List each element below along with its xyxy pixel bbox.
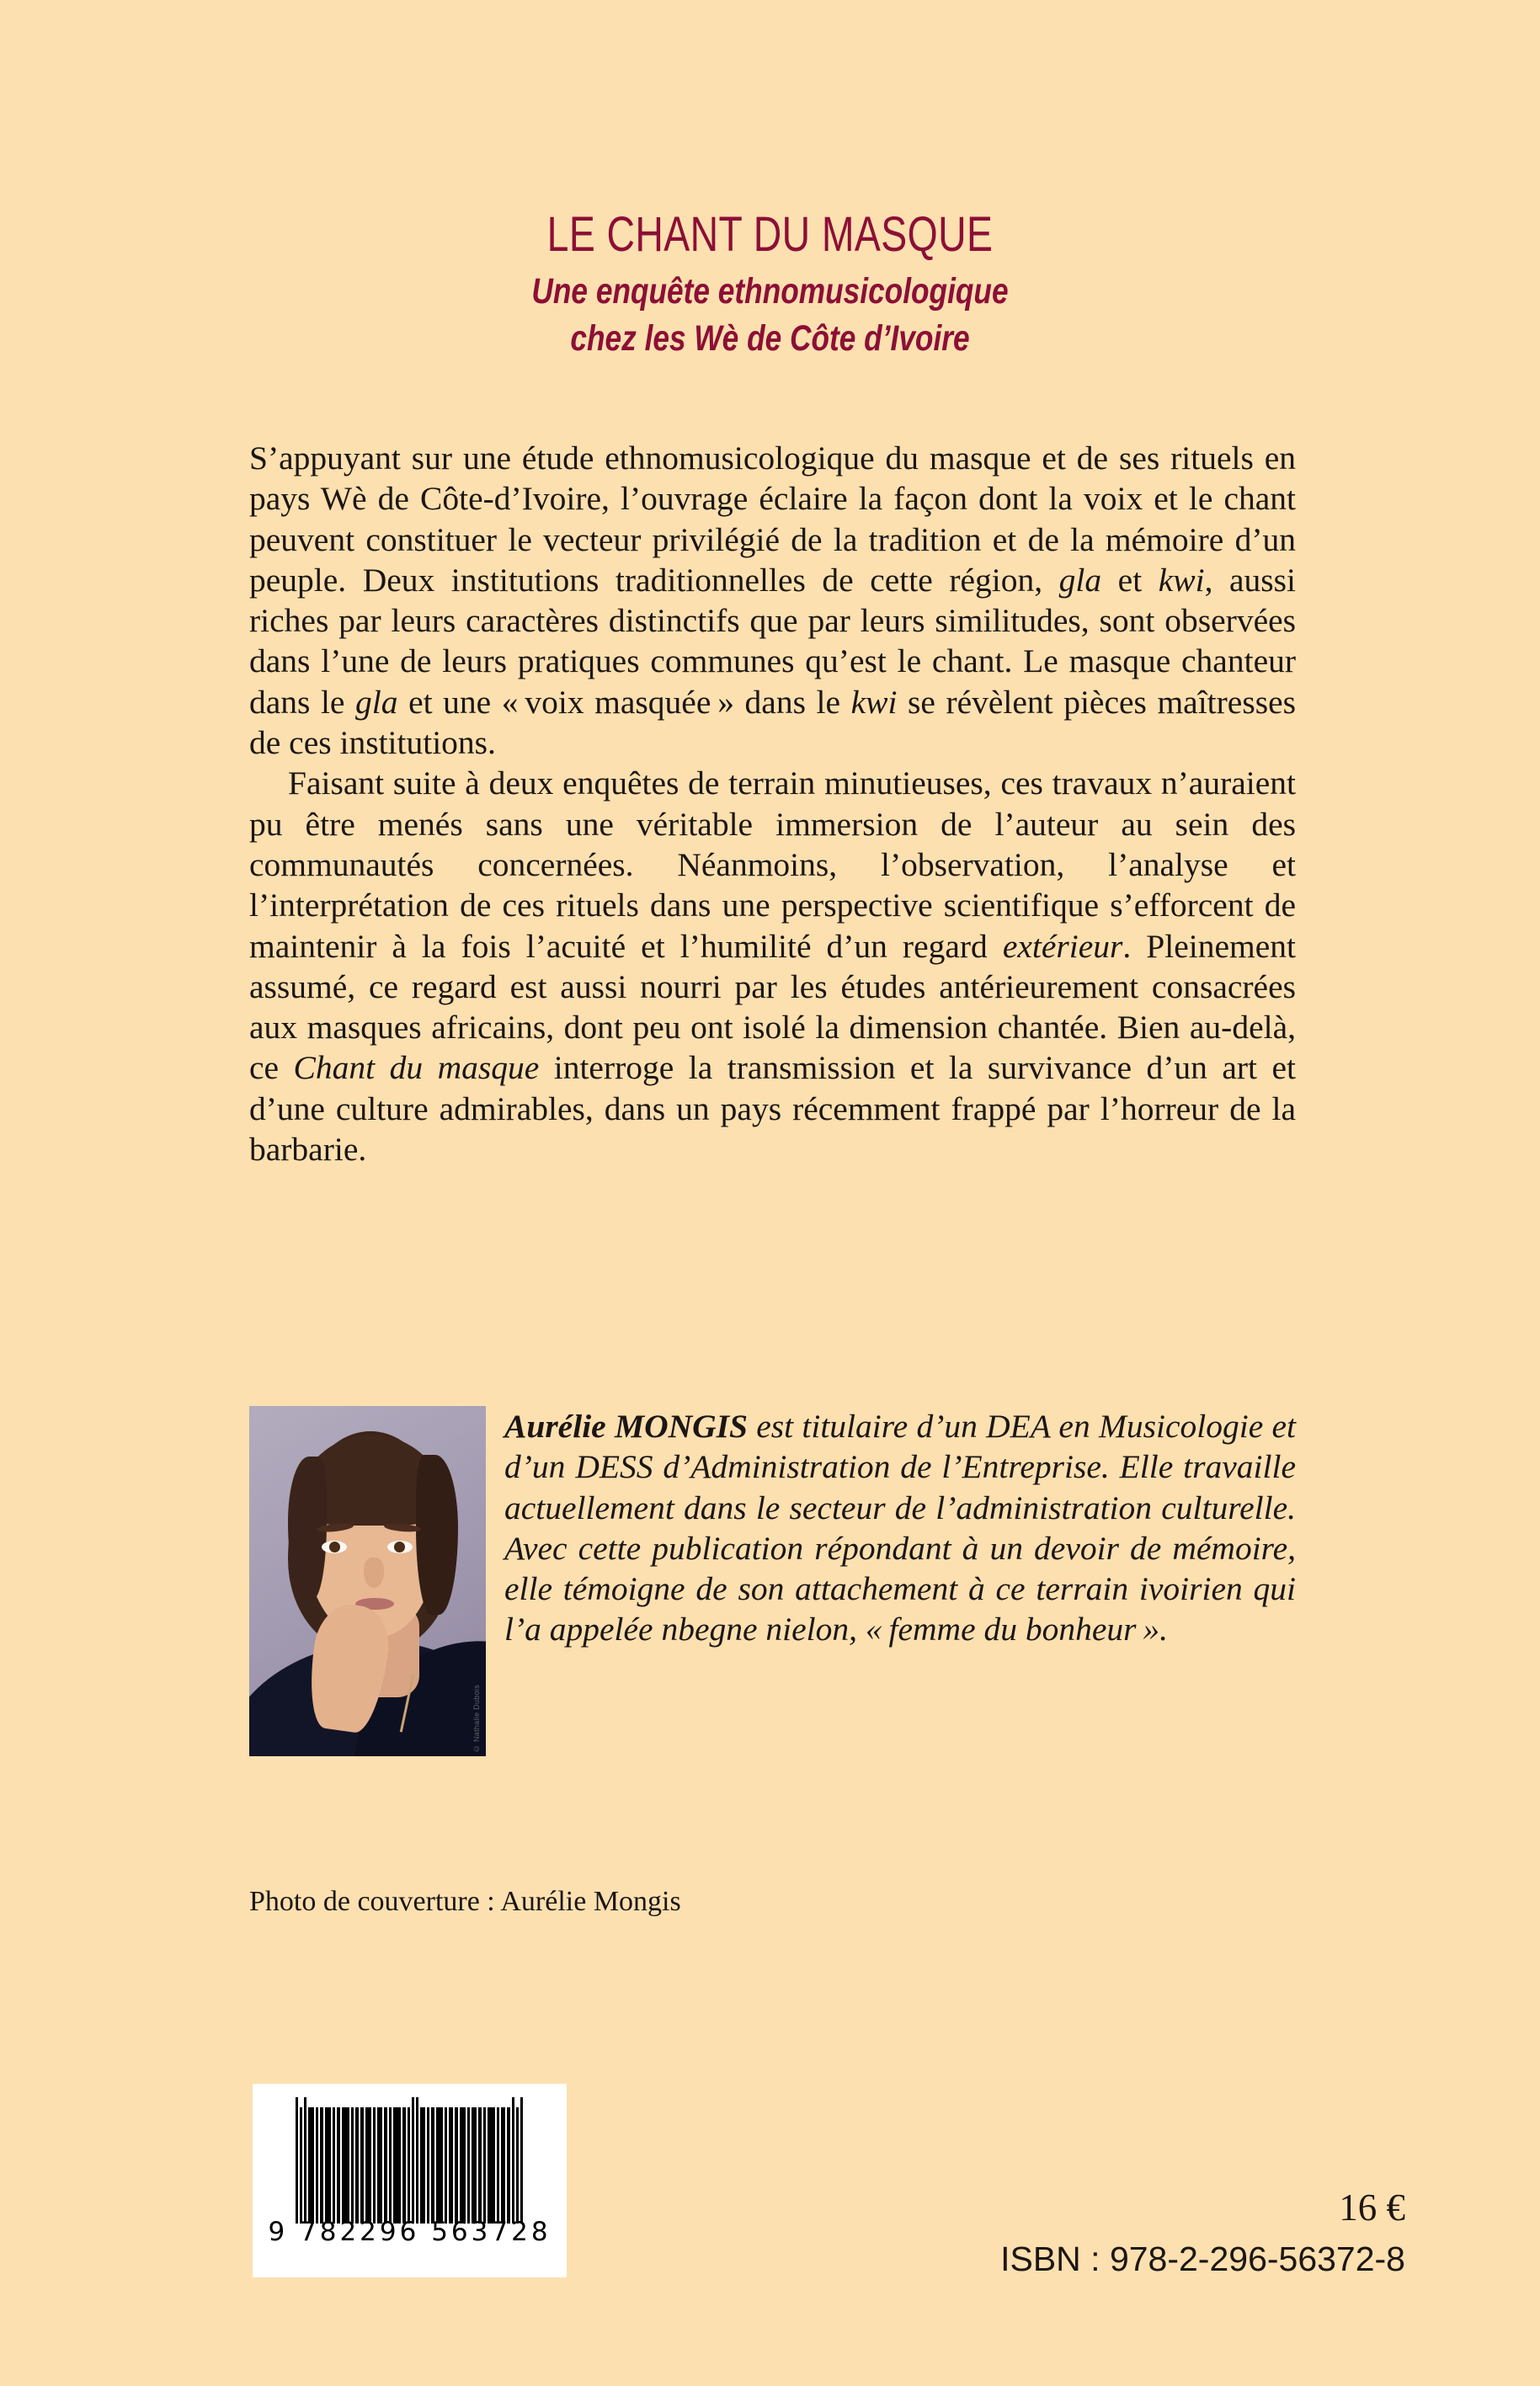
barcode-bars — [296, 2097, 525, 2224]
author-bio-block — [249, 1406, 1296, 1761]
photo-pupil-left — [329, 1542, 340, 1552]
barcode-digits: 9 782296 563728 — [268, 2217, 552, 2247]
blurb-p2-seg2: . Pleinement assumé, ce regard est aussi nourri par les études antérieurement consacrées aux masques africains, dont peu ont isolé la dimension chantée. Bien au-delà, ce — [249, 927, 1296, 1087]
photo-nose — [364, 1558, 384, 1588]
author-photo — [249, 1406, 486, 1756]
blurb-p2-italic-exterieur: extérieur — [1002, 927, 1123, 965]
subtitle-line-2: chez les Wè de Côte d’Ivoire — [570, 317, 970, 359]
blurb-p2-italic-chant-du-masque: Chant du masque — [293, 1049, 540, 1087]
isbn-label: ISBN : 978-2-296-56372-8 — [1000, 2240, 1405, 2278]
cover-photo-credit: Photo de couverture : Aurélie Mongis — [249, 1886, 681, 1917]
blurb-p2-seg1: Faisant suite à deux enquêtes de terrain minutieuses, ces travaux n’auraient pu être menés sans une véritable immersion de l’auteur au sein des communautés concernées. Néanmoins, l’observation, l’analyse et l’interprétation de ces rituels dans une perspective scientifique s’efforcent de maintenir à la fois l’acuité et l’humilité d’un regard — [249, 764, 1296, 965]
blurb-p1-italic-kwi: kwi — [1158, 561, 1205, 599]
photo-pupil-right — [394, 1542, 405, 1552]
blurb-p1-seg4: et une « voix masquée » dans le — [397, 683, 851, 721]
subtitle-line-1: Une enquête ethnomusicologique — [531, 271, 1009, 312]
barcode — [253, 2084, 567, 2277]
blurb-p2-seg3: interroge la transmission et la survivance d’un art et d’une culture admirables, dans un pays récemment frappé par l’horreur de la barbarie. — [249, 1049, 1296, 1169]
blurb-p1-seg2: et — [1101, 561, 1159, 599]
blurb-p1-seg3: , aussi riches par leurs caractères distinctifs que par leurs similitudes, sont observées dans l’une de leurs pratiques communes qu’est le chant. Le masque chanteur dans le — [249, 561, 1297, 721]
page-title: LE CHANT DU MASQUE — [546, 207, 994, 262]
blurb-p1-seg1: S’appuyant sur une étude ethnomusicologique du masque et de ses rituels en pays Wè de Côte-d’Ivoire, l’ouvrage éclaire la façon dont la voix et le chant peuvent constituer le vecteur privilégié de la tradition et de la mémoire d’un peuple. Deux institutions traditionnelles de cette région, — [249, 439, 1296, 599]
blurb-text — [249, 438, 1296, 1169]
photo-hair-right — [416, 1455, 458, 1615]
blurb-p1-italic-kwi-2: kwi — [850, 683, 898, 721]
blurb-p1-italic-gla-2: gla — [355, 683, 398, 721]
author-bio-body: est titulaire d’un DEA en Musicologie et d’un DESS d’Administration de l’Entreprise. Elle travaille actuellement dans le secteur de l’administration culturelle. Avec cette publication répondant à un devoir de mémoire, elle témoigne de son attachement à ce terrain ivoirien qui l’a appelée nbegne nielon, « femme du bonheur ». — [504, 1408, 1296, 1648]
blurb-paragraph-1 — [249, 438, 1296, 763]
title-block — [0, 207, 1540, 362]
author-name: Aurélie MONGIS — [504, 1408, 748, 1445]
blurb-paragraph-2 — [249, 763, 1296, 1169]
price-label: 16 € — [1339, 2186, 1405, 2229]
blurb-p1-italic-gla: gla — [1058, 561, 1102, 599]
blurb-p1-seg5: se révèlent pièces maîtresses de ces institutions. — [249, 683, 1296, 762]
photo-credit-label: © Nathalie Dubois — [472, 1684, 481, 1753]
